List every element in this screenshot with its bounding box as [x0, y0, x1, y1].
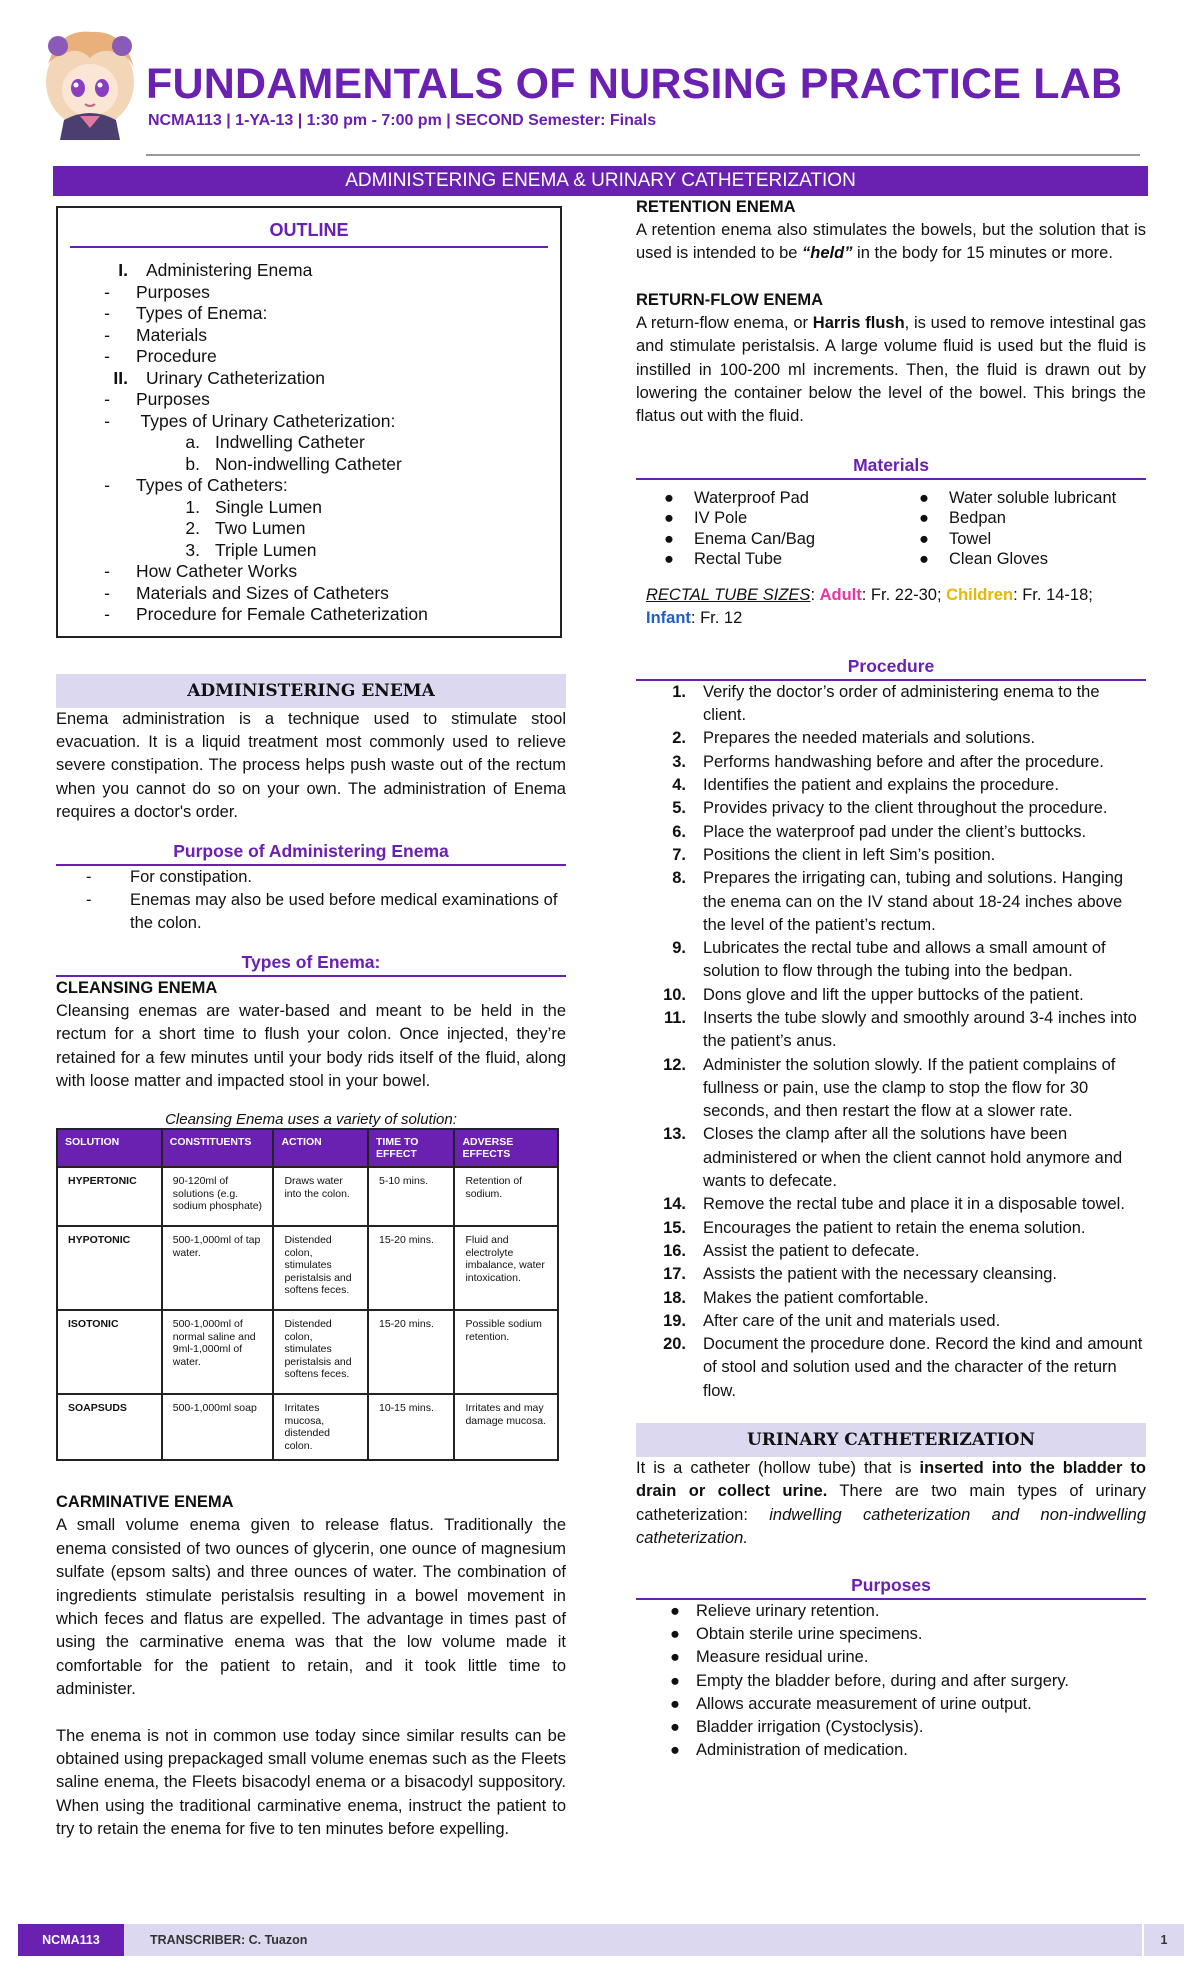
outline-item: - Purposes: [104, 389, 210, 409]
document-title: FUNDAMENTALS OF NURSING PRACTICE LAB: [146, 60, 1123, 108]
outline-item: - Types of Catheters:: [104, 475, 288, 495]
materials-list: [636, 488, 1146, 570]
procedure-step: 12. Administer the solution slowly. If the patient complains of fullness or pain, use the clamp to stop the flow for 30 seconds, and then restart the flow at a slower rate.: [663, 1055, 1116, 1121]
procedure-step: 18. Makes the patient comfortable.: [663, 1288, 929, 1307]
returnflow-text: A return-flow enema, or Harris flush, is used to remove intestinal gas and stimulate peristalsis. A large volume fluid is used but the fluid is instilled in 100-200 ml increments. Then, the fluid is drawn out by lowering the container below the level of the bowel. This brings the flatus out with the fluid.: [636, 313, 1146, 426]
outline-item: 3. Triple Lumen: [185, 539, 317, 560]
procedure-step: 19. After care of the unit and materials used.: [663, 1311, 1001, 1330]
outline-title: OUTLINE: [70, 220, 548, 248]
list-item: ● Bedpan: [919, 509, 1006, 528]
rectal-tube-sizes: RECTAL TUBE SIZES: Adult: Fr. 22-30; Children: Fr. 14-18; Infant: Fr. 12: [646, 585, 1093, 627]
outline-item: - Materials and Sizes of Catheters: [104, 582, 389, 603]
table-row: HYPERTONIC 90-120ml of solutions (e.g. sodium phosphate) Draws water into the colon. 5-10 mins. Retention of sodium.: [57, 1167, 558, 1226]
outline-item: b. Non-indwelling Catheter: [185, 453, 402, 474]
outline-item: - Types of Enema:: [104, 303, 268, 323]
procedure-step: 2. Prepares the needed materials and solutions.: [672, 729, 1036, 748]
header-divider: [146, 154, 1140, 156]
column-header: SOLUTION: [57, 1129, 162, 1167]
table-row: ISOTONIC 500-1,000ml of normal saline and 9ml-1,000ml of water. Distended colon, stimulates peristalsis and softens feces. 15-20 mins. Possible sodium retention.: [57, 1310, 558, 1394]
procedure-heading: Procedure: [636, 656, 1146, 681]
procedure-step: 10. Dons glove and lift the upper buttocks of the patient.: [663, 985, 1084, 1004]
procedure-step: 7. Positions the client in left Sim’s position.: [672, 845, 996, 864]
catheter-purposes-list: [636, 1600, 1146, 1763]
procedure-list: [636, 681, 1146, 1403]
cleansing-title: CLEANSING ENEMA: [56, 978, 218, 997]
column-header: TIME TO EFFECT: [368, 1129, 454, 1167]
list-item: ● Administration of medication.: [670, 1741, 908, 1760]
topic-banner: ADMINISTERING ENEMA & URINARY CATHETERIZATION: [53, 166, 1148, 196]
list-item: ● Allows accurate measurement of urine output.: [670, 1694, 1032, 1713]
catheter-section-heading: URINARY CATHETERIZATION: [636, 1423, 1146, 1457]
outline-item: - Purposes: [104, 281, 210, 302]
procedure-step: 15. Encourages the patient to retain the enema solution.: [663, 1218, 1086, 1237]
outline-item: - Materials: [104, 324, 207, 345]
retention-text: A retention enema also stimulates the bowels, but the solution that is used is intended to be “held” in the body for 15 minutes or more.: [636, 221, 1146, 263]
table-row: HYPOTONIC 500-1,000ml of tap water. Distended colon, stimulates peristalsis and softens feces. 15-20 mins. Fluid and electrolyte imbalance, water intoxication.: [57, 1226, 558, 1310]
outline-box: [56, 206, 562, 638]
procedure-step: 6. Place the waterproof pad under the client’s buttocks.: [672, 822, 1087, 841]
materials-heading: Materials: [636, 455, 1146, 480]
right-column: [636, 196, 1146, 1763]
column-header: CONSTITUENTS: [162, 1129, 274, 1167]
list-item: ● Bladder irrigation (Cystoclysis).: [670, 1718, 924, 1737]
left-column: [56, 206, 566, 1842]
column-header: ACTION: [273, 1129, 368, 1167]
outline-item: I. Administering Enema: [118, 260, 313, 280]
outline-list: [70, 260, 548, 626]
outline-item: 1. Single Lumen: [185, 496, 323, 517]
procedure-step: 11. Inserts the tube slowly and smoothly around 3-4 inches into the patient’s anus.: [663, 1009, 1137, 1051]
procedure-step: 20. Document the procedure done. Record the kind and amount of stool and solution used and the character of the return flow.: [663, 1335, 1143, 1400]
cleansing-text: Cleansing enemas are water-based and meant to be held in the rectum for a short time to flush your colon. Once injected, they’re retained for a few minutes until your body rids itself of the fluid, along with loose matter and impacted stool in your bowel.: [56, 1001, 566, 1090]
outline-item: - Procedure for Female Catheterization: [104, 604, 428, 624]
outline-item: II. Urinary Catheterization: [113, 367, 325, 388]
procedure-step: 8. Prepares the irrigating can, tubing and solutions. Hanging the enema can on the IV stand about 18-24 inches above the level of the patient’s rectum.: [672, 869, 1124, 934]
purpose-list: [56, 866, 566, 936]
catheter-purposes-heading: Purposes: [636, 1575, 1146, 1600]
carminative-text-1: A small volume enema given to release flatus. Traditionally the enema consisted of two ounces of glycerin, one ounce of magnesium sulfate (epsom salts) and three ounces of water. The combination of ingredients stimulate peristalsis resulting in a bowel movement in which feces and flatus are expelled. The advantage in times past of using the carminative enema was that the low volume made it comfortable for the patient to retain, and it took little time to administer.: [56, 1516, 566, 1699]
list-item: ● Water soluble lubricant: [919, 488, 1117, 507]
procedure-step: 1. Verify the doctor’s order of administering enema to the client.: [672, 682, 1100, 725]
carminative-text-2: The enema is not in common use today since similar results can be obtained using prepackaged small volume enemas such as the Fleets saline enema, the Fleets bisacodyl enema or a bisacodyl suppository. When using the traditional carminative enema, instruct the patient to try to retain the enema for five to ten minutes before expelling.: [56, 1726, 566, 1839]
chibi-mascot-logo: [40, 24, 140, 142]
enema-intro: Enema administration is a technique used to stimulate stool evacuation. It is a liquid treatment most commonly used to relieve severe constipation. The process helps push waste out of the rectum when you cannot do so on your own. The administration of Enema requires a doctor's order.: [56, 709, 566, 822]
page-footer: [18, 1924, 1184, 1956]
procedure-step: 14. Remove the rectal tube and place it in a disposable towel.: [663, 1195, 1125, 1214]
outline-item: a. Indwelling Catheter: [185, 432, 365, 452]
carminative-title: CARMINATIVE ENEMA: [56, 1493, 234, 1512]
procedure-step: 17. Assists the patient with the necessary cleansing.: [663, 1265, 1058, 1284]
column-header: ADVERSE EFFECTS: [454, 1129, 558, 1167]
procedure-step: 13. Closes the clamp after all the solutions have been administered or when the client cannot hold anymore and wants to defecate.: [663, 1125, 1123, 1191]
table-caption: Cleansing Enema uses a variety of solution:: [165, 1111, 457, 1129]
purpose-heading: Purpose of Administering Enema: [56, 841, 566, 866]
procedure-step: 16. Assist the patient to defecate.: [663, 1241, 920, 1260]
list-item: ● Rectal Tube: [664, 550, 783, 569]
list-item: ● IV Pole: [664, 509, 748, 528]
types-heading: Types of Enema:: [56, 952, 566, 977]
procedure-step: 5. Provides privacy to the client throughout the procedure.: [672, 799, 1108, 818]
outline-item: - Types of Urinary Catheterization:: [104, 410, 396, 431]
enema-section-heading: ADMINISTERING ENEMA: [56, 674, 566, 708]
list-item: - For constipation.: [86, 867, 252, 886]
outline-item: 2. Two Lumen: [185, 518, 306, 538]
procedure-step: 3. Performs handwashing before and after the procedure.: [672, 752, 1104, 771]
footer-transcriber: TRANSCRIBER: C. Tuazon: [150, 1933, 308, 1947]
retention-title: RETENTION ENEMA: [636, 198, 796, 216]
list-item: - Enemas may also be used before medical examinations of the colon.: [86, 890, 558, 933]
page-number: 1: [1160, 1933, 1168, 1947]
outline-item: - How Catheter Works: [104, 561, 298, 581]
list-item: ● Waterproof Pad: [664, 488, 809, 507]
list-item: ● Enema Can/Bag: [664, 529, 816, 548]
list-item: ● Relieve urinary retention.: [670, 1601, 880, 1620]
document-subtitle: NCMA113 | 1-YA-13 | 1:30 pm - 7:00 pm | SECOND Semester: Finals: [148, 112, 657, 129]
outline-item: - Procedure: [104, 346, 217, 366]
table-row: SOAPSUDS 500-1,000ml soap Irritates mucosa, distended colon. 10-15 mins. Irritates and may damage mucosa.: [57, 1394, 558, 1460]
table-header-row: [57, 1129, 558, 1167]
catheter-intro: It is a catheter (hollow tube) that is inserted into the bladder to drain or collect urine. There are two main types of urinary catheterization: indwelling catheterization and non-indwelling catheterization.: [636, 1459, 1147, 1548]
list-item: ● Clean Gloves: [919, 550, 1049, 569]
returnflow-title: RETURN-FLOW ENEMA: [636, 290, 823, 309]
cleansing-solutions-table: [56, 1128, 559, 1461]
list-item: ● Empty the bladder before, during and after surgery.: [670, 1671, 1069, 1690]
list-item: ● Measure residual urine.: [670, 1648, 869, 1667]
procedure-step: 4. Identifies the patient and explains the procedure.: [672, 776, 1059, 795]
procedure-step: 9. Lubricates the rectal tube and allows a small amount of solution to flow through the tubing into the bedpan.: [672, 939, 1106, 981]
list-item: ● Towel: [919, 529, 992, 548]
list-item: ● Obtain sterile urine specimens.: [670, 1624, 923, 1643]
footer-course-code: NCMA113: [18, 1924, 124, 1956]
